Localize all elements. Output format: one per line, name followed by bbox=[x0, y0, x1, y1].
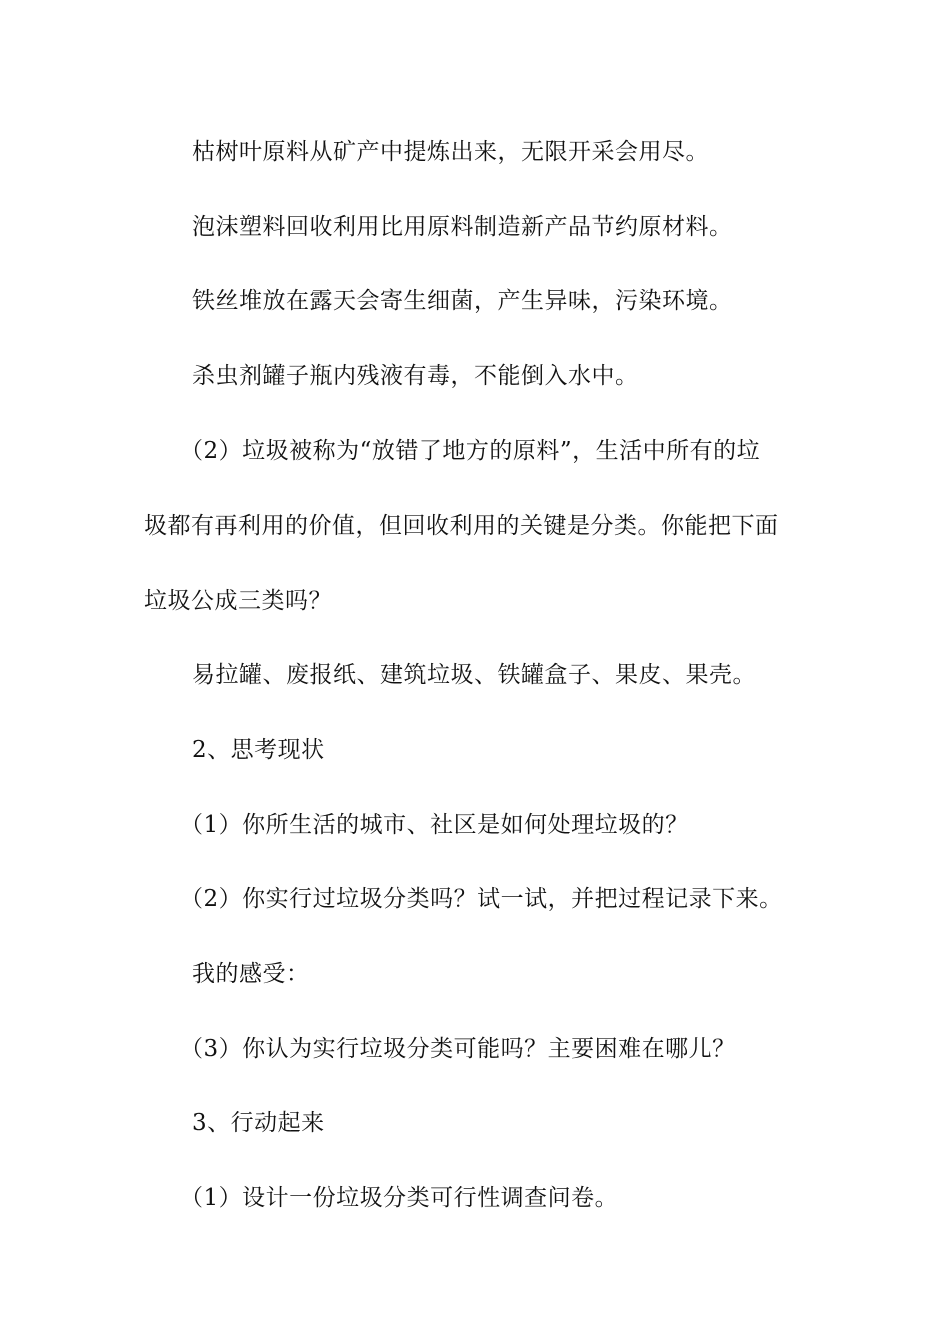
paragraph-line: 泡沫塑料回收利用比用原料制造新产品节约原材料。 bbox=[192, 214, 733, 240]
paragraph-line: 垃圾公成三类吗？ bbox=[144, 588, 332, 614]
paragraph-line: 我的感受： bbox=[192, 961, 310, 987]
paragraph-line: 枯树叶原料从矿产中提炼出来，无限开采会用尽。 bbox=[192, 139, 709, 165]
question-line: （2）你实行过垃圾分类吗？试一试，并把过程记录下来。 bbox=[180, 886, 783, 912]
paragraph-line: 易拉罐、废报纸、建筑垃圾、铁罐盒子、果皮、果壳。 bbox=[192, 662, 756, 688]
section-heading: 2、思考现状 bbox=[192, 737, 325, 763]
question-line: （1）你所生活的城市、社区是如何处理垃圾的？ bbox=[180, 812, 689, 838]
section-heading: 3、行动起来 bbox=[192, 1110, 325, 1136]
question-line: （3）你认为实行垃圾分类可能吗？主要困难在哪儿？ bbox=[180, 1036, 736, 1062]
paragraph-line: （2）垃圾被称为“放错了地方的原料”，生活中所有的垃 bbox=[180, 438, 761, 464]
paragraph-line: 杀虫剂罐子瓶内残液有毒，不能倒入水中。 bbox=[192, 363, 639, 389]
paragraph-line: 圾都有再利用的价值，但回收利用的关键是分类。你能把下面 bbox=[144, 513, 779, 539]
paragraph-line: 铁丝堆放在露天会寄生细菌，产生异味，污染环境。 bbox=[192, 288, 733, 314]
question-line: （1）设计一份垃圾分类可行性调查问卷。 bbox=[180, 1185, 619, 1211]
